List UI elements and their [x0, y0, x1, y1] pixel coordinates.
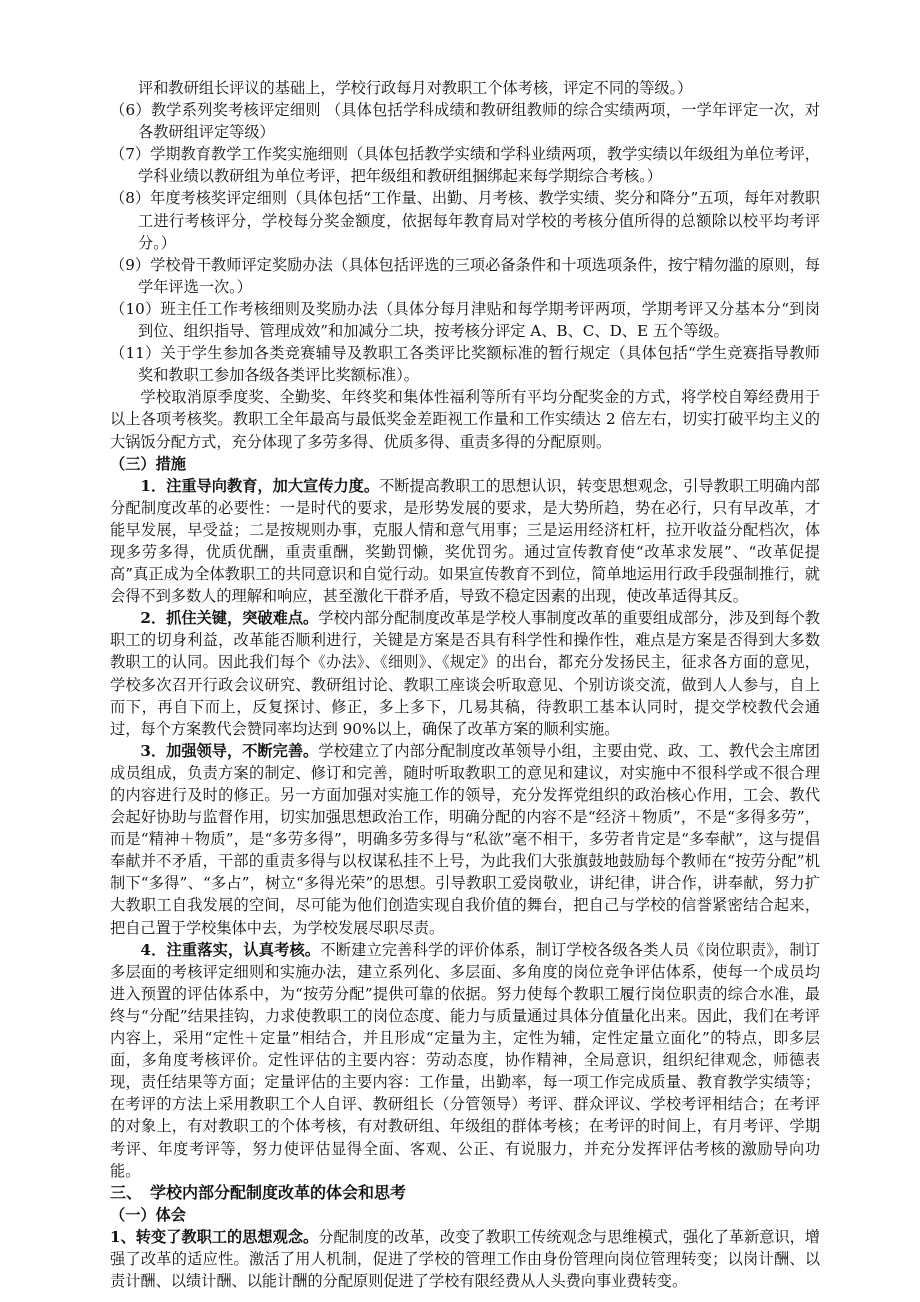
list-item-6: （6）教学系列奖考核评定细则 （具体包括学科成绩和教研组教师的综合实绩两项，一学年评定一次，对各教研组评定等级） [110, 101, 820, 142]
measure-title-3: 3．加强领导，不断完善。 [140, 741, 319, 760]
subsection-heading-experience: （一）体会 [110, 1205, 186, 1224]
measure-title-4: 4．注重落实，认真考核。 [140, 940, 321, 959]
list-item-9: （9）学校骨干教师评定奖励办法（具体包括评选的三项必备条件和十项选项条件，按宁精勿滥的原则，每学年评选一次。） [110, 255, 820, 296]
list-item-7: （7）学期教育教学工作奖实施细则（具体包括教学实绩和学科业绩两项，教学实绩以年级组为单位考评，学科业绩以教研组为单位考评，把年级组和教研组捆绑起来每学期综合考核。） [110, 145, 820, 186]
document-page [110, 77, 820, 1292]
list-item-8: （8）年度考核奖评定细则（具体包括“工作量、出勤、月考核、教学实绩、奖分和降分”五项，每年对教职工进行考核评分，学校每分奖金额度，依据每年教育局对学校的考核分值所得的总额除以校平均考评分。） [110, 189, 820, 252]
summary-paragraph: 学校取消原季度奖、全勤奖、年终奖和集体性福利等所有平均分配奖金的方式，将学校自筹经费用于以上各项考核奖。教职工全年最高与最低奖金差距视工作量和工作实绩达 2 倍左右，切实打破平均主义的大锅饭分配方式，充分体现了多劳多得、优质多得、重责多得的分配原则。 [110, 388, 820, 451]
measure-body-1: 不断提高教职工的思想认识，转变思想观念，引导教职工明确内部分配制度改革的必要性：一是时代的要求，是形势发展的要求，是大势所趋，势在必行，只有早改革，才能早发展，早受益；二是按规则办事，克服人情和意气用事；三是运用经济杠杆，拉开收益分配档次，体现多劳多得，优质优酬，重责重酬，奖勤罚懒，奖优罚劣。通过宣传教育使“改革求发展”、“改革促提高”真正成为全体教职工的共同意识和自觉行动。如果宣传教育不到位，简单地运用行政手段强制推行，就会得不到多数人的理解和响应，甚至激化干群矛盾，导致不稳定因素的出现，使改革适得其反。 [110, 476, 820, 606]
measure-body-3: 学校建立了内部分配制度改革领导小组，主要由党、政、工、教代会主席团成员组成，负责方案的制定、修订和完善，随时听取教职工的意见和建议，对实施中不很科学或不很合理的内容进行及时的修正。另一方面加强对实施工作的领导，充分发挥党组织的政治核心作用，工会、教代会起好协助与监督作用，切实加强思想政治工作，明确分配的内容不是“经济＋物质”，不是“多得多劳”，而是“精神＋物质”，是“多劳多得”，明确多劳多得与“私欲”毫不相干，多劳者肯定是“多奉献”，这与提倡奉献并不矛盾，干部的重责多得与以权谋私挂不上号，为此我们大张旗鼓地鼓励每个教师在“按劳分配”机制下“多得”、“多占”，树立“多得光荣”的思想。引导教职工爱岗敬业，讲纪律，讲合作，讲奉献，努力扩大教职工自我发展的空间，尽可能为他们创造实现自我价值的舞台，把自己与学校的信誉紧密结合起来，把自己置于学校集体中去，为学校发展尽职尽责。 [110, 741, 820, 937]
part-heading-3 [110, 1182, 820, 1204]
measure-title-1: 1．注重导向教育，加大宣传力度。 [140, 476, 380, 495]
part-number: 三、 [110, 1182, 143, 1202]
measure-body-2: 学校内部分配制度改革是学校人事制度改革的重要组成部分，涉及到每个教职工的切身利益，改革能否顺利进行，关键是方案是否具有科学性和操作性，难点是方案是否得到大多数教职工的认同。因此我们每个《办法》、《细则》、《规定》的出台，都充分发扬民主，征求各方面的意见，学校多次召开行政会议研究、教研组讨论、教职工座谈会听取意见、个别访谈交流，做到人人参与，自上而下，再自下而上，反复探讨、修正，多上多下，几易其稿，待教职工基本认同时，提交学校教代会通过，每个方案教代会赞同率均达到 90%以上，确保了改革方案的顺利实施。 [110, 609, 820, 738]
list-item-10: （10）班主任工作考核细则及奖励办法（具体分每月津贴和每学期考评两项，学期考评又分基本分“到岗到位、组织指导、管理成效”和加减分二块，按考核分评定 A、B、C、D、E 五个等级。 [110, 299, 820, 341]
measure-paragraph-1 [110, 475, 820, 608]
experience-body-1: 分配制度的改革，改变了教职工传统观念与思维模式，强化了革新意识，增强了改革的适应性。激活了用人机制，促进了学校的管理工作由身份管理向岗位管理转变；以岗计酬、以责计酬、以绩计酬、以能计酬的分配原则促进了学校有限经费从人头费向事业费转变。 [110, 1227, 820, 1291]
measure-title-2: 2．抓住关键，突破难点。 [140, 609, 319, 628]
measure-paragraph-3 [110, 740, 820, 939]
measure-paragraph-2 [110, 607, 820, 740]
part-title: 学校内部分配制度改革的体会和思考 [150, 1182, 407, 1202]
list-item-continuation: 评和教研组长评议的基础上，学校行政每月对教职工个体考核，评定不同的等级。） [138, 79, 693, 97]
experience-title-1: 1、转变了教职工的思想观念。 [110, 1227, 319, 1246]
measure-paragraph-4 [110, 939, 820, 1182]
list-item-11: （11）关于学生参加各类竞赛辅导及教职工各类评比奖额标准的暂行规定（具体包括“学生竞赛指导教师奖和教职工参加各级各类评比奖额标准）。 [110, 344, 820, 385]
section-heading-measures: （三）措施 [110, 454, 186, 473]
measure-body-4: 不断建立完善科学的评价体系，制订学校各级各类人员《岗位职责》，制订多层面的考核评定细则和实施办法，建立系列化、多层面、多角度的岗位竞争评估体系，使每一个成员均进入预置的评估体系中，为“按劳分配”提供可靠的依据。努力使每个教职工履行岗位职责的综合水准，最终与“分配”结果挂钩，力求使教职工的岗位态度、能力与质量通过具体分值量化出来。因此，我们在考评内容上，采用“定性＋定量”相结合，并且形成“定量为主，定性为辅，定性定量立面化”的特点，即多层面，多角度考核评价。定性评估的主要内容：劳动态度，协作精神，全局意识，组织纪律观念，师德表现，责任结果等方面；定量评估的主要内容：工作量，出勤率，每一项工作完成质量、教育教学实绩等；在考评的方法上采用教职工个人自评、教研组长（分管领导）考评、群众评议、学校考评相结合；在考评的对象上，有对教职工的个体考核，有对教研组、年级组的群体考核；在考评的时间上，有月考评、学期考评、年度考评等，努力使评估显得全面、客观、公正、有说服力，并充分发挥评估考核的激励导向功能。 [110, 940, 820, 1180]
experience-paragraph-1 [110, 1226, 820, 1292]
